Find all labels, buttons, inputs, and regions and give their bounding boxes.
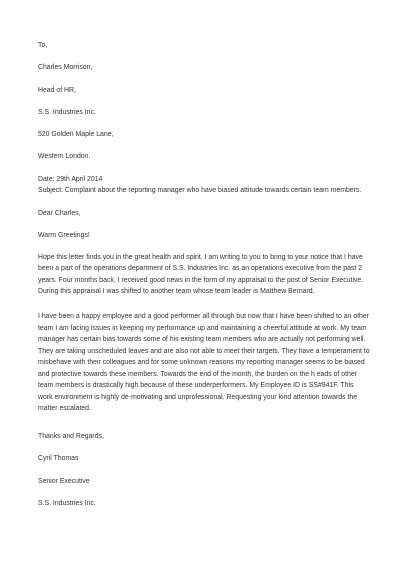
paragraph2-line: and protective towards these members. Towards the end of the month, the burden on the h eads of other	[38, 371, 357, 378]
paragraph2-line: matter escalated.	[38, 405, 91, 412]
paragraph2-line: team members is drastically high because of these underperformers. My Employee ID is SS#941F. This	[38, 382, 354, 389]
recipient-city: Western London.	[38, 153, 91, 160]
paragraph1-line: been a part of the operations department of S.S. Industries Inc. as an operations executive from the past 2	[38, 265, 363, 272]
warm-greeting: Warm Greetings!	[38, 232, 90, 239]
closing: Thanks and Regards,	[38, 433, 104, 440]
paragraph2-line: work environment is highly de-motivating and unprofessional. Requesting your kind attention towards the	[38, 394, 358, 401]
recipient-street: 520 Golden Maple Lane,	[38, 131, 114, 138]
sender-title: Senior Executive	[38, 478, 90, 485]
letter-subject: Subject: Complaint about the reporting manager who have biased attitude towards certain team members.	[38, 187, 362, 194]
recipient-name: Charles Morrison,	[38, 64, 93, 71]
sender-name: Cyril Thomas	[38, 455, 79, 462]
letter-date: Date: 29th April 2014	[38, 176, 103, 183]
recipient-title: Head of HR,	[38, 87, 76, 94]
paragraph1-line: During this appraisal I was shifted to another team whose team leader is Matthew Bernard.	[38, 288, 315, 295]
paragraph2-line: I have been a happy employee and a good performer all through but now that I have been shifted to an other	[38, 313, 369, 320]
paragraph2-line: misbehave with their colleagues and for some unknown reasons my reporting manager seems to be biased	[38, 359, 365, 366]
greeting: Dear Charles,	[38, 210, 81, 217]
paragraph2-line: They are taking unscheduled leaves and are also not able to meet their targets. They have a temperament to	[38, 348, 370, 355]
paragraph1-line: Hope this letter finds you in the great health and spirit. I am writing to you to bring to your notice that I have	[38, 254, 363, 261]
salutation-to: To,	[38, 42, 48, 49]
recipient-company: S.S. Industries Inc.	[38, 109, 96, 116]
paragraph1-line: years. Four months back, I received good news in the form of my appraisal to the post of Senior Executive.	[38, 277, 364, 284]
paragraph2-line: manager has certain bias towards some of his existing team members who are actually not performing well.	[38, 336, 366, 343]
paragraph2-line: team I am facing issues in keeping my performance up and maintaining a cheerful attitude at work. My team	[38, 325, 367, 332]
sender-company: S.S. Industries Inc.	[38, 500, 96, 507]
